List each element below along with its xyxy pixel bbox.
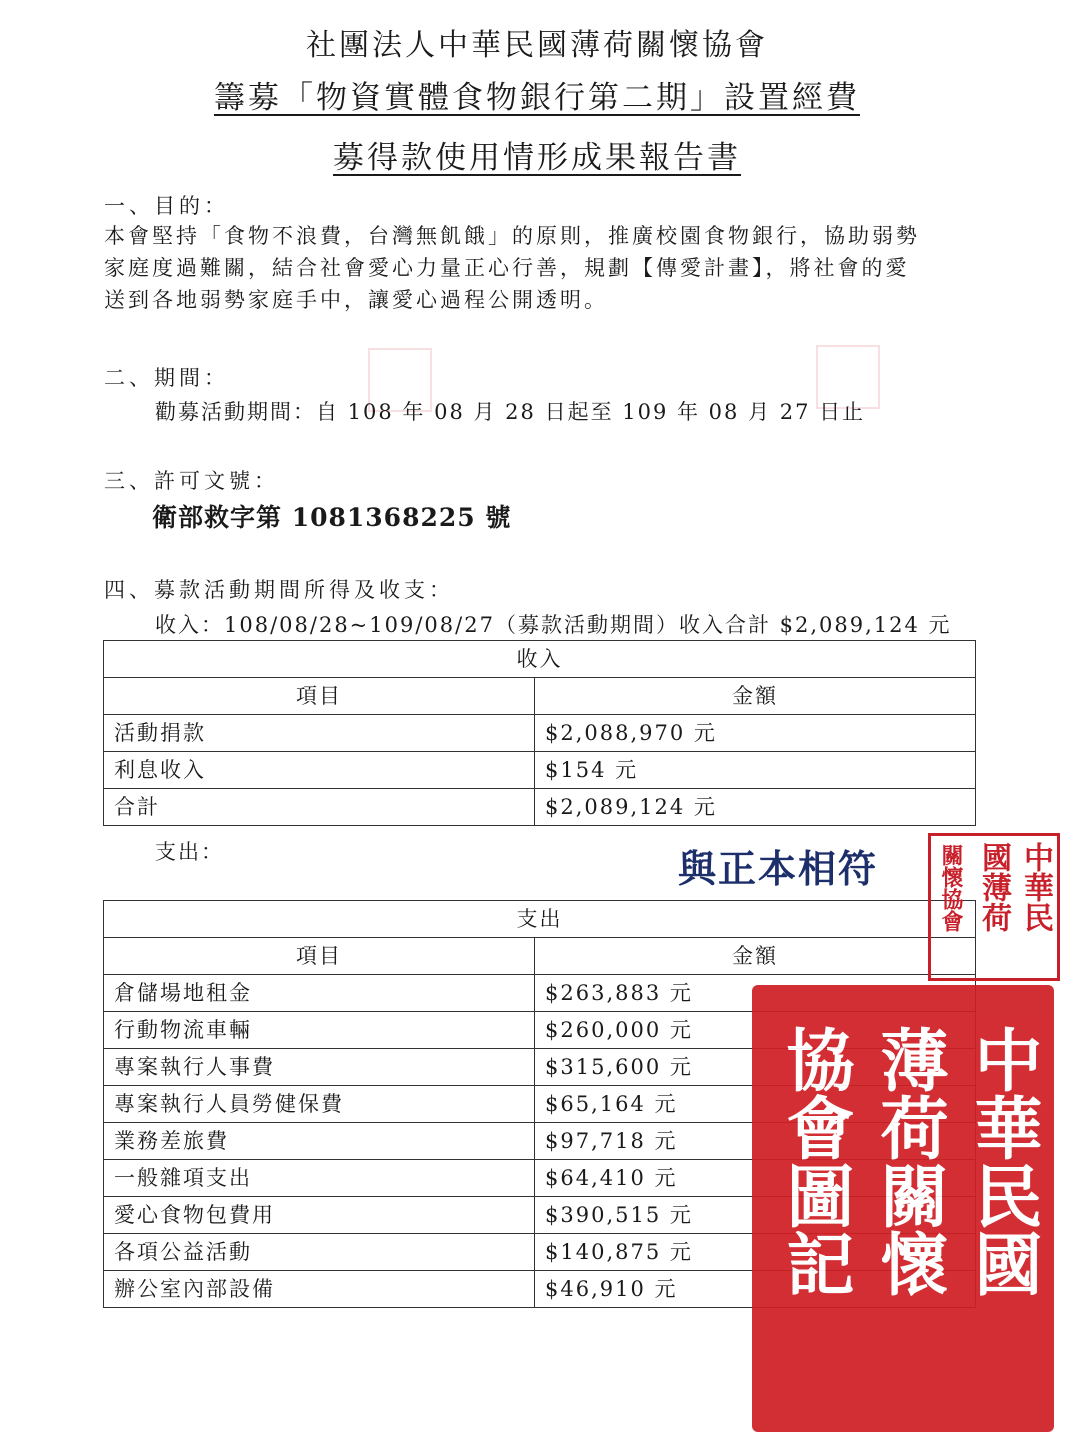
official-seal-col: 中華民國 (963, 1025, 1043, 1297)
official-seal-col: 薄荷關懷 (869, 1025, 949, 1297)
official-seal (752, 985, 1054, 1432)
expense-item: 專案執行人員勞健保費 (104, 1086, 535, 1123)
certified-copy-stamp: 與正本相符 (678, 847, 879, 891)
document-subtitle: 募得款使用情形成果報告書 (333, 140, 741, 176)
expense-item: 專案執行人事費 (104, 1049, 535, 1086)
table-row (104, 789, 976, 826)
income-col-amount: 金額 (535, 678, 976, 715)
expense-label: 支出： (155, 840, 224, 864)
section1-line: 本會堅持「食物不浪費，台灣無飢餓」的原則，推廣校園食物銀行，協助弱勢 (104, 224, 920, 248)
expense-item: 辦公室內部設備 (104, 1271, 535, 1308)
income-amount: $2,088,970 元 (535, 715, 976, 752)
income-item: 合計 (104, 789, 535, 826)
income-table-title: 收入 (104, 641, 976, 678)
income-summary: 收入：108/08/28~109/08/27（募款活動期間）收入合計 $2,089,124 元 (155, 613, 952, 637)
expense-item: 行動物流車輛 (104, 1012, 535, 1049)
section3-heading: 三、許可文號： (104, 469, 279, 493)
table-row (104, 715, 976, 752)
expense-amount: $65,164 元 (535, 1086, 976, 1123)
org-name: 社團法人中華民國薄荷關懷協會 (306, 28, 768, 63)
expense-amount: $390,515 元 (535, 1197, 976, 1234)
income-item: 活動捐款 (104, 715, 535, 752)
expense-item: 業務差旅費 (104, 1123, 535, 1160)
income-amount: $2,089,124 元 (535, 789, 976, 826)
expense-amount: $315,600 元 (535, 1049, 976, 1086)
expense-amount: $140,875 元 (535, 1234, 976, 1271)
campaign-period: 勸募活動期間：自 108 年 08 月 28 日起至 109 年 08 月 27 日止 (155, 400, 866, 424)
expense-table-title: 支出 (104, 901, 976, 938)
section2-heading: 二、期間： (104, 366, 229, 390)
expense-item: 各項公益活動 (104, 1234, 535, 1271)
expense-amount: $97,718 元 (535, 1123, 976, 1160)
official-seal-col: 協會圖記 (775, 1025, 855, 1297)
expense-amount: $64,410 元 (535, 1160, 976, 1197)
expense-amount: $263,883 元 (535, 975, 976, 1012)
expense-item: 愛心食物包費用 (104, 1197, 535, 1234)
income-amount: $154 元 (535, 752, 976, 789)
table-row (104, 752, 976, 789)
income-item: 利息收入 (104, 752, 535, 789)
small-seal-col: 中華民 (1018, 842, 1053, 932)
small-seal-col: 國薄荷 (976, 842, 1011, 932)
section1-heading: 一、目的： (104, 194, 229, 218)
document-title: 籌募「物資實體食物銀行第二期」設置經費 (214, 80, 860, 116)
expense-item: 一般雜項支出 (104, 1160, 535, 1197)
expense-col-item: 項目 (104, 938, 535, 975)
section1-body (104, 220, 1004, 316)
section1-line: 家庭度過難關，結合社會愛心力量正心行善，規劃【傳愛計畫】，將社會的愛 (104, 256, 910, 280)
income-col-item: 項目 (104, 678, 535, 715)
expense-amount: $46,910 元 (535, 1271, 976, 1308)
small-seal (928, 833, 1060, 981)
income-table (103, 640, 976, 826)
section1-line: 送到各地弱勢家庭手中，讓愛心過程公開透明。 (104, 288, 608, 312)
small-seal-col: 關懷協會 (938, 844, 964, 932)
expense-item: 倉儲場地租金 (104, 975, 535, 1012)
expense-amount: $260,000 元 (535, 1012, 976, 1049)
permit-number: 衛部救字第 1081368225 號 (152, 503, 512, 532)
section4-heading: 四、募款活動期間所得及收支： (104, 578, 454, 602)
expense-col-amount: 金額 (535, 938, 976, 975)
